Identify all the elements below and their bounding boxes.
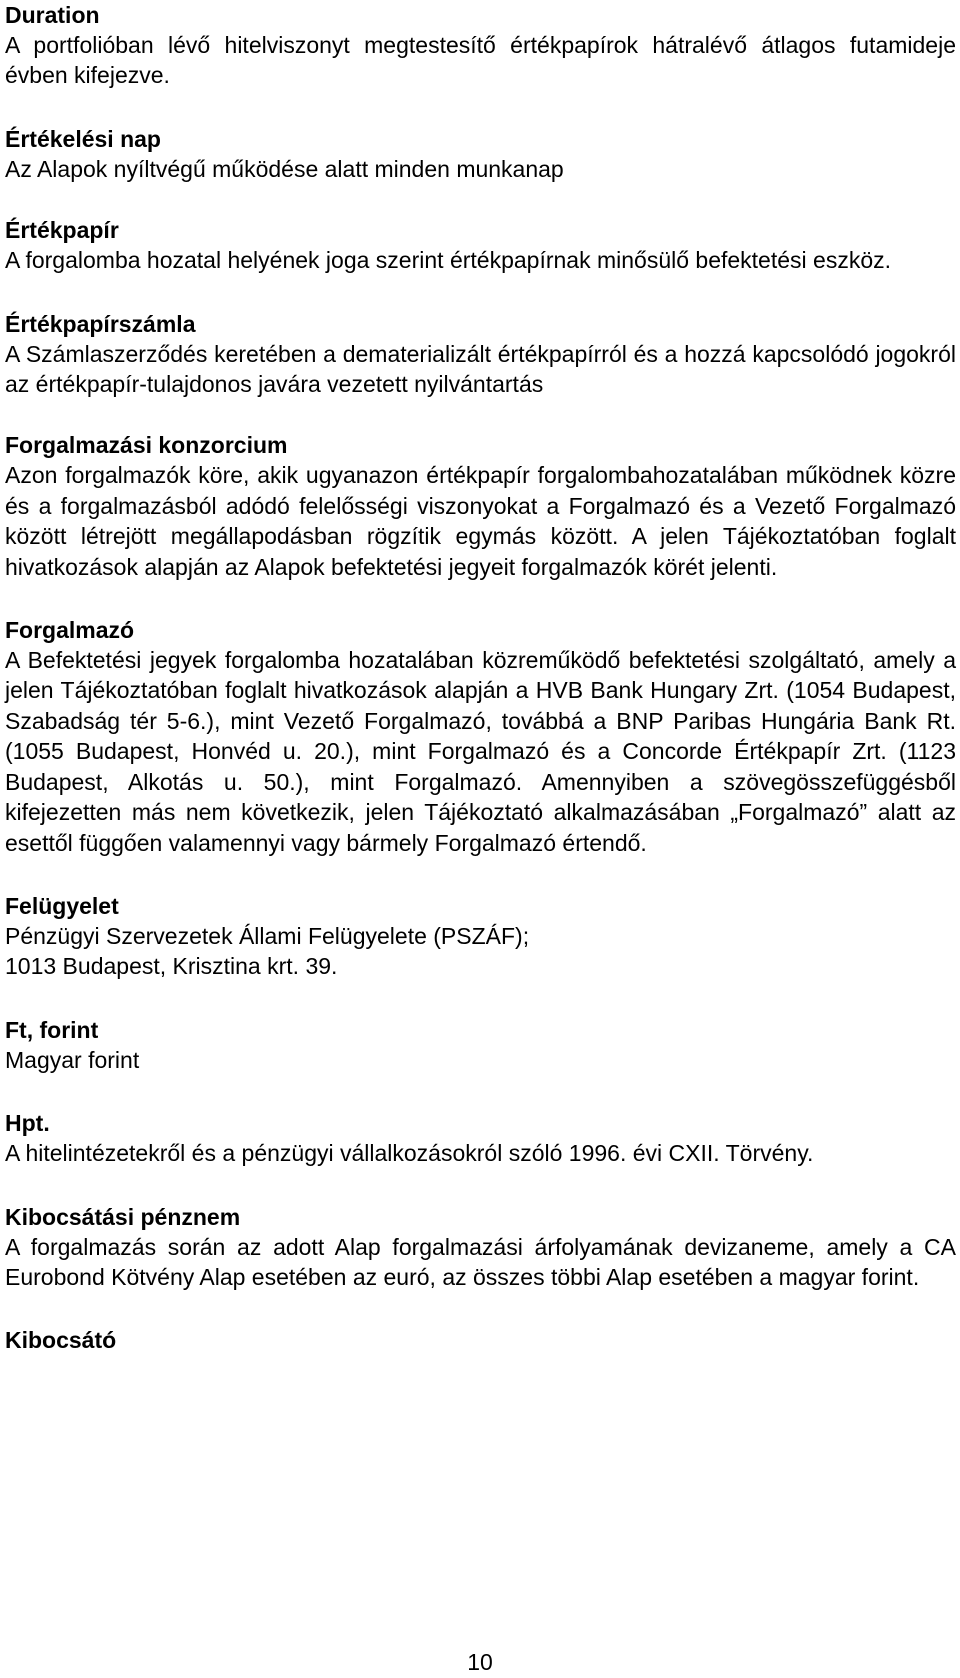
entry-term: Forgalmazási konzorcium <box>5 432 288 459</box>
entry-term: Hpt. <box>5 1110 50 1137</box>
entry-definition: Magyar forint <box>5 1046 140 1073</box>
entry-definition: A hitelintézetekről és a pénzügyi vállalkozásokról szóló 1996. évi CXII. Törvény. <box>5 1140 814 1167</box>
glossary-entry-ertekpapirszamla <box>5 309 956 400</box>
entry-term: Kibocsátási pénznem <box>5 1203 241 1230</box>
glossary-entry-ertekelesi-nap <box>5 124 956 184</box>
entry-definition: Azon forgalmazók köre, akik ugyanazon értékpapír forgalombahozatalában működnek közre és a forgalmazásból adódó felelősségi viszonyokat a Forgalmazó és a Vezető Forgalmazó között létrejött megállapodásban rögzítik egymás között. A jelen Tájékoztatóban foglalt hivatkozások alapján az Alapok befektetési jegyeit forgalmazók körét jelenti. <box>5 462 956 580</box>
glossary-entry-kibocsato <box>5 1325 956 1355</box>
glossary-entry-ertekpapir <box>5 215 956 275</box>
spacer <box>5 582 956 615</box>
glossary-entry-felugyelet <box>5 891 956 982</box>
glossary-entry-kibocsatasi-penznem <box>5 1202 956 1293</box>
spacer <box>5 399 956 430</box>
entry-term: Értékpapír <box>5 217 119 244</box>
glossary-entry-hpt <box>5 1108 956 1168</box>
spacer <box>5 91 956 124</box>
spacer <box>5 982 956 1015</box>
entry-definition: A forgalomba hozatal helyének joga szerint értékpapírnak minősülő befektetési eszköz. <box>5 247 892 274</box>
entry-term: Értékelési nap <box>5 125 161 152</box>
glossary-entry-duration <box>5 0 956 91</box>
page-number: 10 <box>467 1649 493 1675</box>
glossary-entry-forgalmazo <box>5 615 956 858</box>
spacer <box>5 1292 956 1325</box>
entry-term: Ft, forint <box>5 1016 99 1043</box>
entry-definition-line: 1013 Budapest, Krisztina krt. 39. <box>5 953 338 980</box>
document-page <box>5 0 956 1355</box>
spacer <box>5 858 956 891</box>
entry-definition: Az Alapok nyíltvégű működése alatt minden munkanap <box>5 155 564 182</box>
entry-term: Kibocsátó <box>5 1327 117 1354</box>
entry-definition: A Befektetési jegyek forgalomba hozatalában közreműködő befektetési szolgáltató, amely a jelen Tájékoztatóban foglalt hivatkozások alapján a HVB Bank Hungary Zrt. (1054 Budapest, Szabadság tér 5-6.), mint Vezető Forgalmazó, továbbá a BNP Paribas Hungária Bank Rt. (1055 Budapest, Honvéd u. 20.), mint Forgalmazó és a Concorde Értékpapír Zrt. (1123 Budapest, Alkotás u. 50.), mint Forgalmazó. Amennyiben a szövegösszefüggésből kifejezetten más nem következik, jelen Tájékoztató alkalmazásában „Forgalmazó” alatt az esettől függően valamennyi vagy bármely Forgalmazó értendő. <box>5 647 956 856</box>
entry-term: Duration <box>5 2 100 28</box>
entry-definition: A forgalmazás során az adott Alap forgalmazási árfolyamának devizaneme, amely a CA Eurobond Kötvény Alap esetében az euró, az összes többi Alap esetében a magyar forint. <box>5 1233 956 1290</box>
entry-term: Felügyelet <box>5 892 119 919</box>
spacer <box>5 184 956 215</box>
spacer <box>5 276 956 309</box>
entry-definition: A portfolióban lévő hitelviszonyt megtestesítő értékpapírok hátralévő átlagos futamideje évben kifejezve. <box>5 32 956 89</box>
entry-definition: A Számlaszerződés keretében a dematerializált értékpapírról és a hozzá kapcsolódó jogokról az értékpapír-tulajdonos javára vezetett nyilvántartás <box>5 340 956 398</box>
entry-definition-line: Pénzügyi Szervezetek Állami Felügyelete (PSZÁF); <box>5 922 530 949</box>
glossary-entry-ft-forint <box>5 1015 956 1075</box>
spacer <box>5 1169 956 1202</box>
entry-term: Forgalmazó <box>5 617 135 644</box>
glossary-entry-forgalmazasi-konzorcium <box>5 430 956 582</box>
entry-term: Értékpapírszámla <box>5 310 196 337</box>
spacer <box>5 1075 956 1108</box>
